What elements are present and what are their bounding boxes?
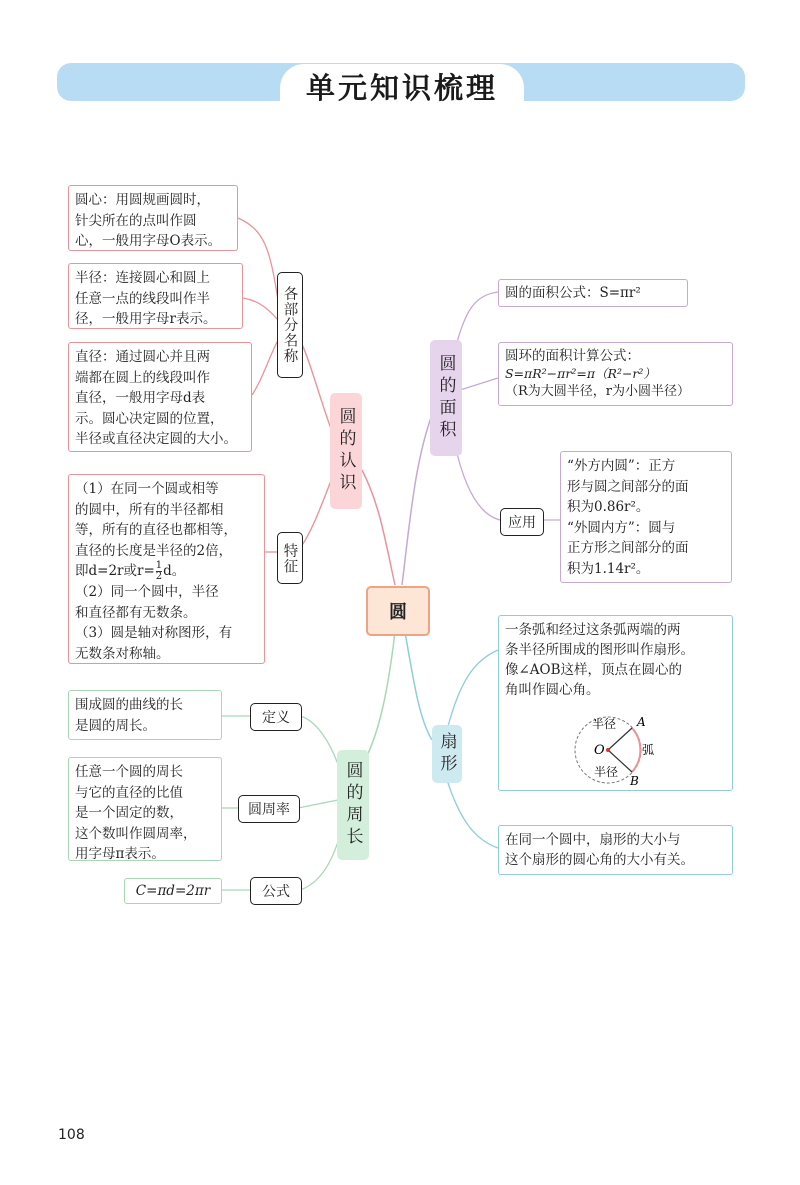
sub-formula: 公式: [250, 877, 302, 905]
text-line: 一条弧和经过这条弧两端的两: [505, 622, 681, 638]
sub-names: 各部分名称: [277, 272, 303, 378]
circumference-definition-box: [68, 690, 222, 740]
text-line: 和直径都有无数条。: [75, 604, 197, 621]
connector-sector-def: [447, 650, 498, 730]
text-line: 端都在圆上的线段叫作: [75, 369, 210, 386]
text-line: 这个扇形的圆心角的大小有关。: [505, 852, 694, 868]
features-box: [68, 474, 265, 664]
sub-pi: 圆周率: [238, 795, 300, 823]
text-line: 正方形之间部分的面: [567, 540, 689, 556]
connector-pi: [298, 800, 338, 808]
label-radius-top: 半径: [592, 717, 617, 731]
text-line: 心，一般用字母O表示。: [75, 233, 222, 249]
text-line: 积为0.86r²。: [567, 499, 650, 515]
branch-area: 圆的面积: [430, 340, 462, 456]
connector-area: [402, 412, 433, 585]
center-node: 圆: [366, 586, 430, 636]
text-line: 径，一般用字母r表示。: [75, 311, 217, 327]
connector-application: [455, 445, 500, 520]
text-line: （1）在同一个圆或相等: [75, 481, 219, 497]
text-line: 针尖所在的点叫作圆: [75, 212, 197, 229]
sub-definition: 定义: [250, 703, 302, 731]
label-a: A: [637, 715, 646, 729]
text-line: “外圆内方”：圆与: [567, 519, 676, 536]
text-line: “外方内圆”：正方: [567, 458, 676, 474]
text-line: 直径，一般用字母d表: [75, 390, 206, 406]
fraction-denominator: 2: [155, 571, 163, 582]
fraction-numerator: 1: [155, 560, 163, 571]
text-line: 半径：连接圆心和圆上: [75, 270, 210, 286]
connector-definition: [300, 716, 340, 770]
formula-prefix: 即d=2r或r=: [75, 563, 155, 579]
text-line: 这个数叫作圆周率，: [75, 825, 197, 842]
text-line: 直径的长度是半径的2倍，: [75, 542, 233, 559]
sub-features: 特征: [277, 532, 303, 584]
center-point: [606, 748, 610, 752]
text-line: 任意一个圆的周长: [75, 764, 183, 780]
pi-definition-box: [68, 757, 222, 861]
branch-circumference: 圆的周长: [337, 750, 369, 860]
text-line: 形与圆之间部分的面: [567, 478, 689, 495]
text-line: （R为大圆半径，r为小圆半径）: [505, 384, 691, 399]
circumference-formula-box: [124, 878, 222, 904]
circumference-formula: C=πd=2πr: [135, 883, 211, 899]
text-line: 圆环的面积计算公式：: [505, 348, 640, 364]
text-line: 任意一点的线段叫作半: [75, 290, 210, 307]
text-line: 半径或直径决定圆的大小。: [75, 431, 237, 447]
application-box: [560, 451, 732, 583]
connector-diameter-def: [252, 340, 278, 395]
text-line: 直径：通过圆心并且两: [75, 349, 210, 365]
text-line: S=πR²−πr²=π（R²−r²）: [505, 366, 656, 381]
page-title: 单元知识梳理: [280, 64, 524, 108]
text-line: 条半径所围成的图形叫作扇形。: [505, 642, 694, 658]
connector-recognition: [362, 470, 395, 585]
connector-sector-note: [447, 780, 498, 848]
sector-note-box: [498, 825, 733, 875]
sub-application: 应用: [500, 508, 544, 536]
label-radius-bottom: 半径: [594, 765, 619, 779]
text-line: 积为1.14r²。: [567, 560, 650, 577]
center-definition-box: [68, 185, 238, 251]
diameter-definition-box: [68, 342, 252, 452]
connector-ring: [460, 378, 498, 390]
text-line: 示。圆心决定圆的位置，: [75, 410, 224, 427]
area-formula: 圆的面积公式：S=πr²: [505, 285, 641, 301]
page-number: 108: [58, 1127, 85, 1143]
connector-center-def: [238, 218, 278, 300]
formula-suffix: d。: [163, 563, 186, 579]
radius-oa: [608, 728, 632, 750]
text-line: 角叫作圆心角。: [505, 682, 600, 698]
text-line: 用字母π表示。: [75, 846, 165, 862]
sector-diagram: [570, 712, 660, 788]
label-o: O: [594, 743, 605, 758]
connector-formula: [300, 835, 340, 890]
text-line: （3）圆是轴对称图形，有: [75, 625, 233, 641]
text-line: 像∠AOB这样，顶点在圆心的: [505, 662, 683, 678]
text-line: 围成圆的曲线的长: [75, 697, 183, 713]
branch-sector: 扇形: [432, 725, 462, 783]
text-line: 圆心：用圆规画圆时，: [75, 192, 210, 208]
radius-definition-box: [68, 263, 243, 329]
formula-line: [75, 561, 258, 582]
connector-circumference: [365, 632, 395, 760]
ring-area-box: [498, 342, 733, 406]
area-formula-box: [498, 279, 688, 307]
fraction: [156, 561, 162, 582]
label-b: B: [630, 774, 639, 788]
branch-recognition: 圆的认识: [330, 393, 362, 509]
sector-arc: [632, 728, 640, 772]
text-line: （2）同一个圆中，半径: [75, 584, 219, 600]
text-line: 无数条对称轴。: [75, 645, 170, 662]
connector-sector: [405, 632, 432, 740]
text-line: 在同一个圆中，扇形的大小与: [505, 832, 681, 848]
connector-radius-def: [243, 298, 278, 320]
text-line: 等，所有的直径也都相等，: [75, 522, 237, 538]
text-line: 是圆的周长。: [75, 717, 156, 734]
text-line: 的圆中，所有的半径都相: [75, 501, 224, 518]
text-line: 与它的直径的比值: [75, 784, 183, 801]
connector-area-formula: [455, 292, 498, 350]
label-arc: 弧: [642, 743, 655, 757]
text-line: 是一个固定的数，: [75, 805, 183, 821]
